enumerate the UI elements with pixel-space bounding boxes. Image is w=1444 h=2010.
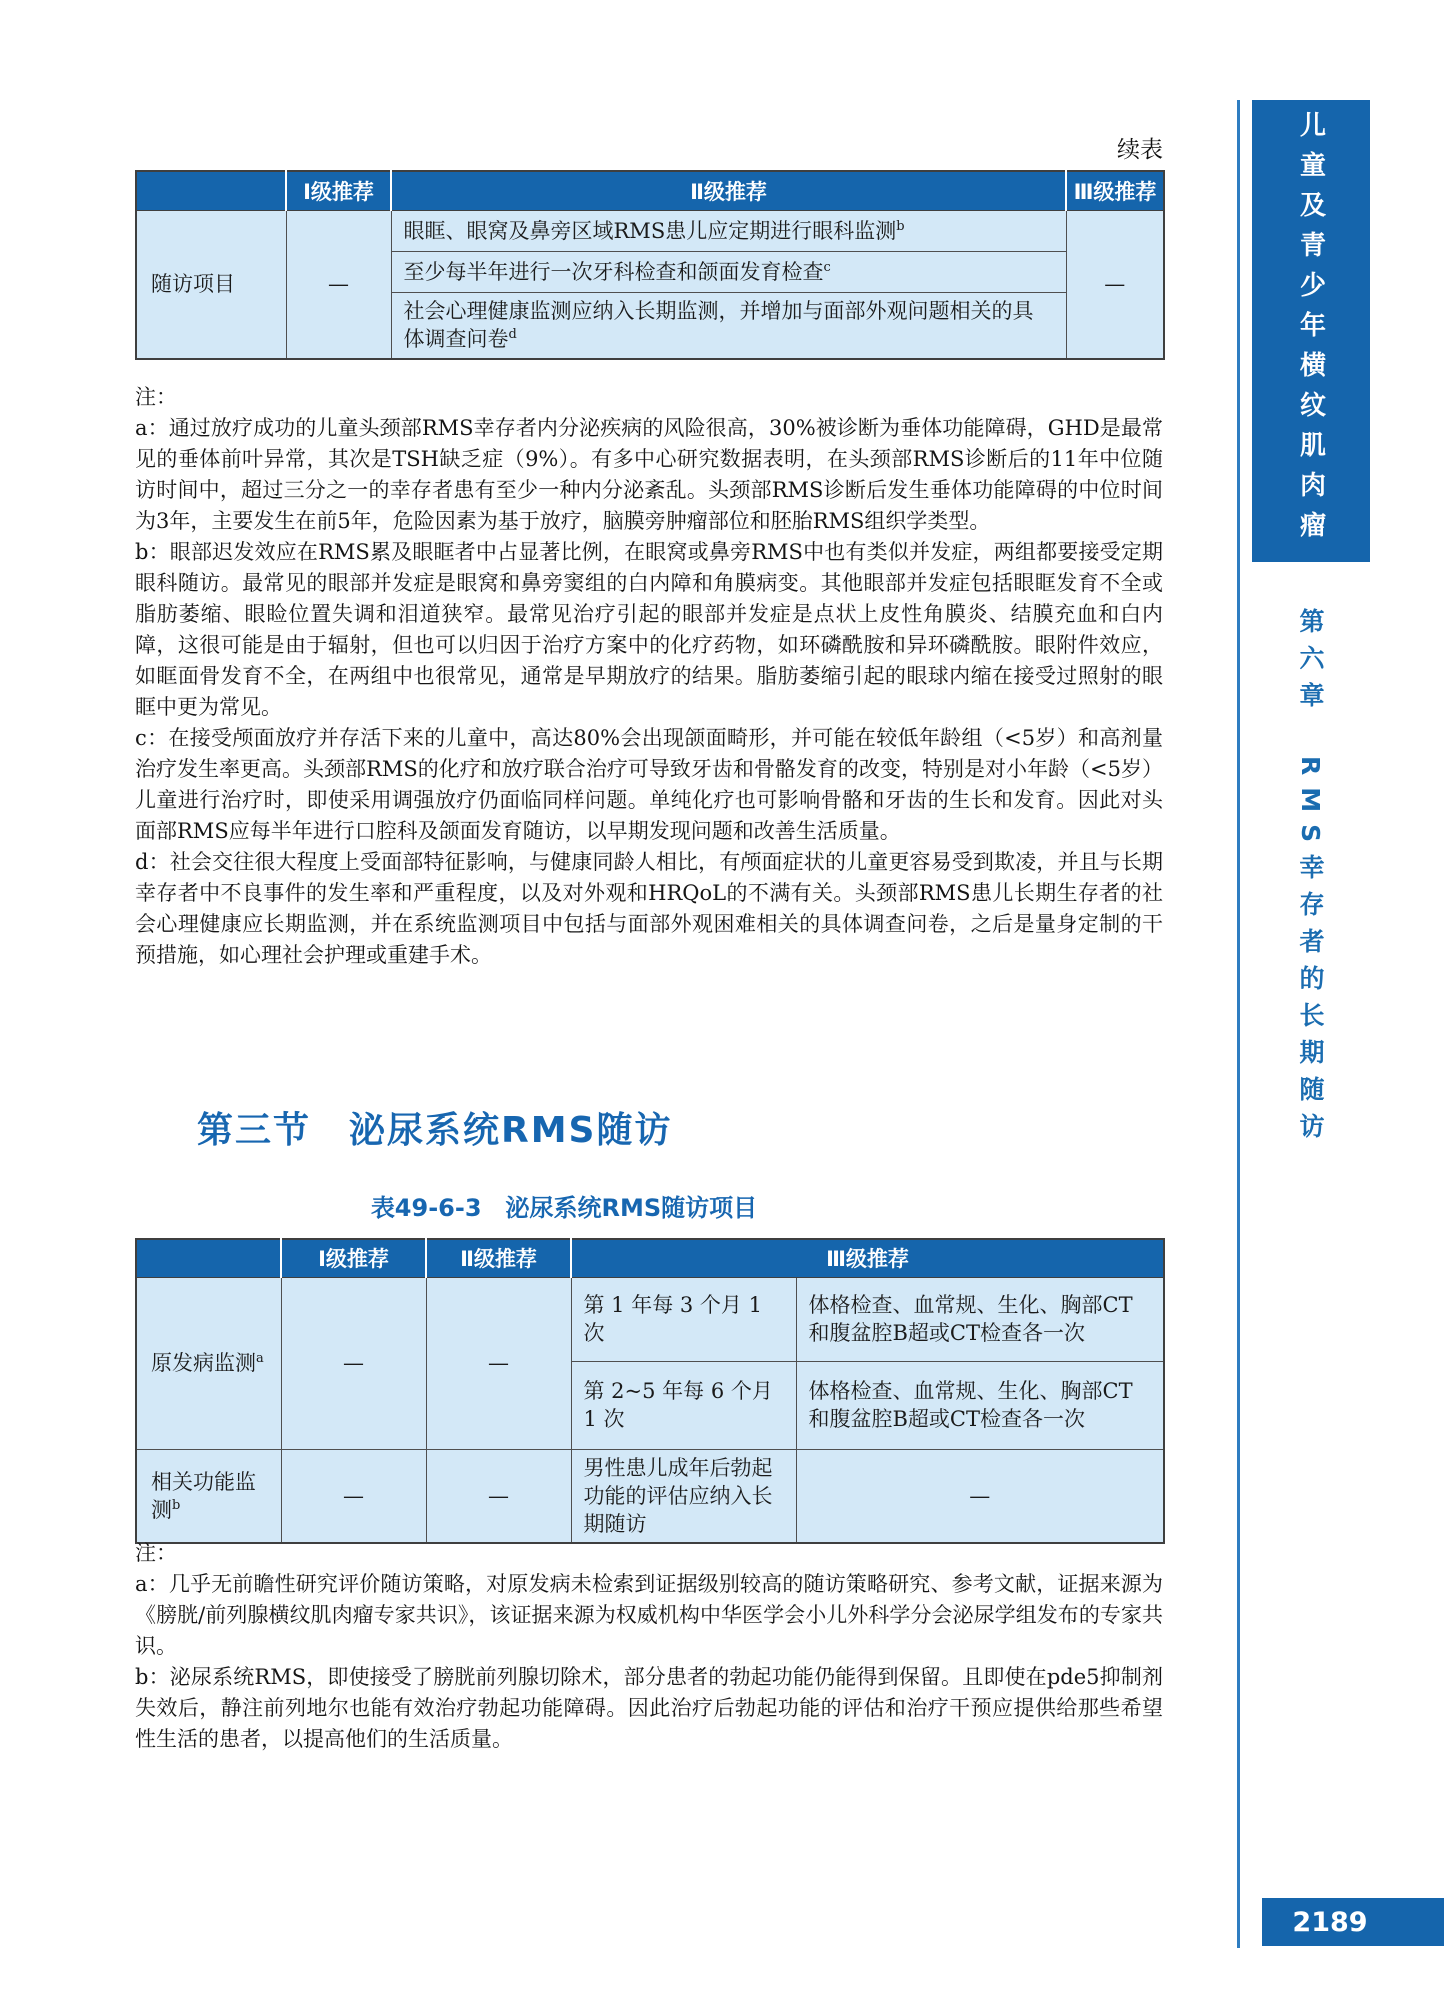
- table2-header-level3: Ⅲ级推荐: [571, 1239, 1164, 1277]
- note-a: a：通过放疗成功的儿童头颈部RMS幸存者内分泌疾病的风险很高，30%被诊断为垂体功能障碍，GHD是最常见的垂体前叶异常，其次是TSH缺乏症（9%）。有多中心研究数据表明，在头颈部RMS诊断后的11年中位随访时间中，超过三分之一的幸存者患有至少一种内分泌紊乱。头颈部RMS诊断后发生垂体功能障碍的中位时间为3年，主要发生在前5年，危险因素为基于放疗，脑膜旁肿瘤部位和胚胎RMS组织学类型。: [135, 416, 1163, 533]
- sidebar-part-tab: [1252, 100, 1370, 562]
- table2-primary-label-sup: a: [256, 1351, 264, 1366]
- sidebar-part-title: 儿童及青少年横纹肌肉瘤: [1295, 111, 1326, 551]
- table1-header-level2: Ⅱ级推荐: [391, 171, 1066, 210]
- table2-function-label-sup: b: [172, 1497, 181, 1513]
- notes-block-2: [135, 1538, 1163, 1755]
- table2-function-level2: —: [426, 1449, 571, 1543]
- table2-function-row: [136, 1449, 1164, 1543]
- table2-header-empty: [136, 1239, 281, 1277]
- sidebar-divider-line: [1237, 100, 1240, 1948]
- table2-primary-label-text: 原发病监测: [151, 1351, 256, 1375]
- table2-primary-label: [136, 1277, 281, 1449]
- section-title: 第三节 泌尿系统RMS随访: [197, 1110, 673, 1151]
- note-d: d：社会交往很大程度上受面部特征影响，与健康同龄人相比，有颅面症状的儿童更容易受到欺凌，并且与长期幸存者中不良事件的发生率和严重程度，以及对外观和HRQoL的不满有关。头颈部RMS患儿长期生存者的社会心理健康应长期监测，并在系统监测项目中包括与面部外观困难相关的具体调查问卷，之后是量身定制的干预措施，如心理社会护理或重建手术。: [135, 850, 1163, 967]
- table2-header-level2: Ⅱ级推荐: [426, 1239, 571, 1277]
- table1-item-2: [391, 251, 1066, 292]
- note2-b: b：泌尿系统RMS，即使接受了膀胱前列腺切除术，部分患者的勃起功能仍能得到保留。且即使在pde5抑制剂失效后，静注前列地尔也能有效治疗勃起功能障碍。因此治疗后勃起功能的评估和治疗干预应提供给那些希望性生活的患者，以提高他们的生活质量。: [135, 1665, 1163, 1751]
- note-b: b：眼部迟发效应在RMS累及眼眶者中占显著比例，在眼窝或鼻旁RMS中也有类似并发症，两组都要接受定期眼科随访。最常见的眼部并发症是眼窝和鼻旁窦组的白内障和角膜病变。其他眼部并发症包括眼眶发育不全或脂肪萎缩、眼睑位置失调和泪道狭窄。最常见治疗引起的眼部并发症是点状上皮性角膜炎、结膜充血和白内障，这很可能是由于辐射，但也可以归因于治疗方案中的化疗药物，如环磷酰胺和异环磷酰胺。眼附件效应，如眶面骨发育不全，在两组中也很常见，通常是早期放疗的结果。脂肪萎缩引起的眼球内缩在接受过照射的眼眶中更为常见。: [135, 540, 1163, 719]
- table1-item-3: [391, 292, 1066, 359]
- table1-row-1: [136, 210, 1164, 251]
- table1-item-3-sup: d: [508, 327, 517, 343]
- table2-function-label: [136, 1449, 281, 1543]
- table1-header-level1: Ⅰ级推荐: [286, 171, 391, 210]
- notes2-label: 注：: [135, 1541, 177, 1565]
- table2-sub1-what: 体格检查、血常规、生化、胸部CT和腹盆腔B超或CT检查各一次: [796, 1277, 1164, 1361]
- note-c: c：在接受颅面放疗并存活下来的儿童中，高达80%会出现颌面畸形，并可能在较低年龄组（<5岁）和高剂量治疗发生率更高。头颈部RMS的化疗和放疗联合治疗可导致牙齿和骨骼发育的改变，特别是对小年龄（<5岁）儿童进行治疗时，即使采用调强放疗仍面临同样问题。单纯化疗也可影响骨骼和牙齿的生长和发育。因此对头面部RMS应每半年进行口腔科及颌面发育随访，以早期发现问题和改善生活质量。: [135, 726, 1163, 843]
- table1-item-2-sup: c: [823, 259, 831, 275]
- table2-caption: 表49-6-3 泌尿系统RMS随访项目: [370, 1194, 758, 1222]
- followup-items-table: [135, 170, 1165, 360]
- table1-row-label: 随访项目: [136, 210, 286, 359]
- notes-block-1: [135, 382, 1163, 971]
- page-number-box: [1262, 1898, 1444, 1946]
- table2-sub2-what: 体格检查、血常规、生化、胸部CT和腹盆腔B超或CT检查各一次: [796, 1361, 1164, 1449]
- table2-function-label-text: 相关功能监测: [151, 1469, 256, 1522]
- table2-sub2-when: 第 2~5 年每 6 个月 1 次: [571, 1361, 796, 1449]
- table2-primary-level2: —: [426, 1277, 571, 1449]
- table2-primary-row-1: [136, 1277, 1164, 1361]
- table1-item-3-text: 社会心理健康监测应纳入长期监测，并增加与面部外观问题相关的具体调查问卷: [403, 299, 1034, 352]
- notes1-label: 注：: [135, 385, 177, 409]
- table1-header-row: [136, 171, 1164, 210]
- table2-function-level3a: 男性患儿成年后勃起功能的评估应纳入长期随访: [571, 1449, 796, 1543]
- continued-table-label: 续表: [1117, 137, 1163, 163]
- table1-header-empty: [136, 171, 286, 210]
- table1-level1-value: —: [286, 210, 391, 359]
- table1-item-2-text: 至少每半年进行一次牙科检查和颌面发育检查: [403, 259, 824, 284]
- table1-item-1-text: 眼眶、眼窝及鼻旁区域RMS患儿应定期进行眼科监测: [403, 218, 897, 243]
- table2-header-level1: Ⅰ级推荐: [281, 1239, 426, 1277]
- table1-header-level3: Ⅲ级推荐: [1066, 171, 1164, 210]
- table2-function-level3b: —: [796, 1449, 1164, 1543]
- table2-sub1-when: 第 1 年每 3 个月 1 次: [571, 1277, 796, 1361]
- table1-item-1: [391, 210, 1066, 251]
- table2-header-row: [136, 1239, 1164, 1277]
- sidebar-chapter-title: 第六章 RMS幸存者的长期随访: [1296, 608, 1325, 1151]
- urinary-followup-table: [135, 1238, 1165, 1544]
- table1-level3-value: —: [1066, 210, 1164, 359]
- note2-a: a：几乎无前瞻性研究评价随访策略，对原发病未检索到证据级别较高的随访策略研究、参考文献，证据来源为《膀胱/前列腺横纹肌肉瘤专家共识》，该证据来源为权威机构中华医学会小儿外科学分会泌尿学组发布的专家共识。: [135, 1572, 1163, 1658]
- table2-function-level1: —: [281, 1449, 426, 1543]
- table2-primary-level1: —: [281, 1277, 426, 1449]
- table1-item-1-sup: b: [896, 218, 905, 234]
- page-number: 2189: [1292, 1906, 1368, 1938]
